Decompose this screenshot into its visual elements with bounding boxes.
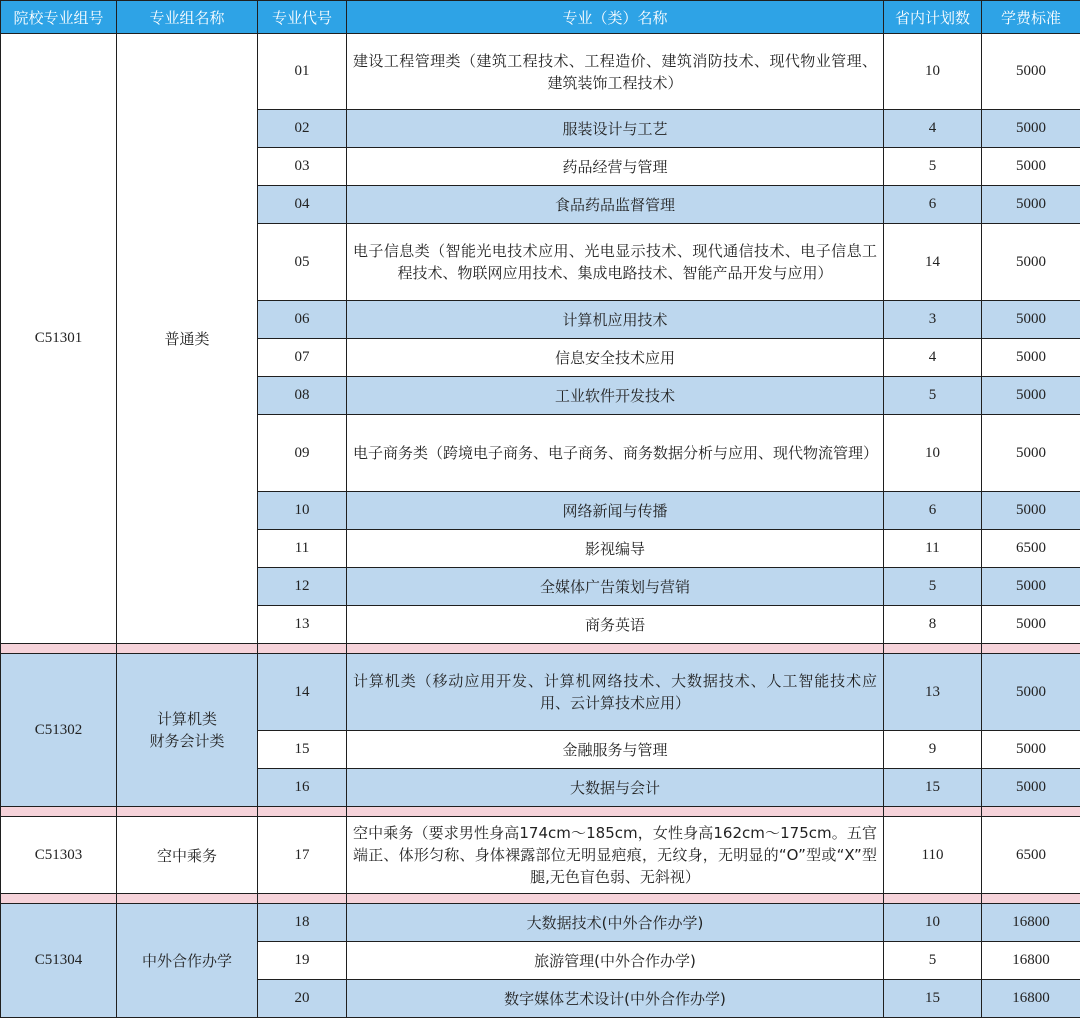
- major-code: 19: [258, 942, 347, 980]
- group-name: 中外合作办学: [117, 904, 258, 1018]
- tuition: 6500: [982, 530, 1080, 568]
- major-code: 15: [258, 731, 347, 769]
- major-code: 20: [258, 980, 347, 1018]
- group-code: C51304: [1, 904, 117, 1018]
- major-code: 05: [258, 224, 347, 301]
- major-code: 11: [258, 530, 347, 568]
- plan-count: 10: [884, 34, 982, 110]
- plan-count: 10: [884, 904, 982, 942]
- major-code: 09: [258, 415, 347, 492]
- major-code: 03: [258, 148, 347, 186]
- tuition: 5000: [982, 731, 1080, 769]
- major-code: 16: [258, 769, 347, 807]
- major-name: 电子信息类（智能光电技术应用、光电显示技术、现代通信技术、电子信息工程技术、物联网应用技术、集成电路技术、智能产品开发与应用）: [347, 224, 884, 301]
- tuition: 16800: [982, 942, 1080, 980]
- table-row: [1, 817, 1080, 894]
- plan-count: 10: [884, 415, 982, 492]
- major-code: 13: [258, 606, 347, 644]
- plan-count: 6: [884, 186, 982, 224]
- group-code: C51302: [1, 654, 117, 807]
- tuition: 16800: [982, 904, 1080, 942]
- major-name: 旅游管理(中外合作办学): [347, 942, 884, 980]
- tuition: 5000: [982, 339, 1080, 377]
- major-code: 07: [258, 339, 347, 377]
- tuition: 5000: [982, 606, 1080, 644]
- tuition: 5000: [982, 224, 1080, 301]
- plan-count: 5: [884, 148, 982, 186]
- major-code: 12: [258, 568, 347, 606]
- major-name: 大数据技术(中外合作办学): [347, 904, 884, 942]
- major-code: 10: [258, 492, 347, 530]
- tuition: 5000: [982, 110, 1080, 148]
- tuition: 5000: [982, 34, 1080, 110]
- tuition: 5000: [982, 377, 1080, 415]
- plan-count: 15: [884, 980, 982, 1018]
- major-code: 17: [258, 817, 347, 894]
- tuition: 5000: [982, 186, 1080, 224]
- major-code: 06: [258, 301, 347, 339]
- group-separator: [1, 644, 1080, 654]
- major-code: 04: [258, 186, 347, 224]
- major-name: 电子商务类（跨境电子商务、电子商务、商务数据分析与应用、现代物流管理）: [347, 415, 884, 492]
- major-code: 08: [258, 377, 347, 415]
- plan-count: 9: [884, 731, 982, 769]
- plan-count: 15: [884, 769, 982, 807]
- plan-count: 3: [884, 301, 982, 339]
- tuition: 5000: [982, 415, 1080, 492]
- tuition: 6500: [982, 817, 1080, 894]
- tuition: 5000: [982, 769, 1080, 807]
- major-code: 18: [258, 904, 347, 942]
- header-group-code: 院校专业组号: [1, 1, 117, 34]
- major-name: 商务英语: [347, 606, 884, 644]
- major-name: 食品药品监督管理: [347, 186, 884, 224]
- major-name: 全媒体广告策划与营销: [347, 568, 884, 606]
- tuition: 5000: [982, 654, 1080, 731]
- major-name: 空中乘务（要求男性身高174cm～185cm，女性身高162cm～175cm。五官端正、体形匀称、身体裸露部位无明显疤痕，无纹身，无明显的“O”型或“X”型腿,无色盲色弱、无斜视）: [347, 817, 884, 894]
- tuition: 5000: [982, 568, 1080, 606]
- plan-count: 4: [884, 339, 982, 377]
- header-major-code: 专业代号: [258, 1, 347, 34]
- plan-count: 14: [884, 224, 982, 301]
- plan-count: 4: [884, 110, 982, 148]
- header-group-name: 专业组名称: [117, 1, 258, 34]
- header-row: [1, 1, 1080, 34]
- header-plan-count: 省内计划数: [884, 1, 982, 34]
- plan-count: 5: [884, 942, 982, 980]
- major-name: 网络新闻与传播: [347, 492, 884, 530]
- plan-count: 5: [884, 377, 982, 415]
- major-name: 数字媒体艺术设计(中外合作办学): [347, 980, 884, 1018]
- major-name: 计算机类（移动应用开发、计算机网络技术、大数据技术、人工智能技术应用、云计算技术应用）: [347, 654, 884, 731]
- table-row: [1, 654, 1080, 731]
- group-name: [117, 654, 258, 807]
- plan-count: 110: [884, 817, 982, 894]
- group-code: C51301: [1, 34, 117, 644]
- major-name: 服装设计与工艺: [347, 110, 884, 148]
- plan-count: 13: [884, 654, 982, 731]
- major-code: 01: [258, 34, 347, 110]
- table-row: [1, 904, 1080, 942]
- plan-count: 11: [884, 530, 982, 568]
- major-code: 14: [258, 654, 347, 731]
- header-major-name: 专业（类）名称: [347, 1, 884, 34]
- plan-count: 5: [884, 568, 982, 606]
- tuition: 5000: [982, 492, 1080, 530]
- group-name: 普通类: [117, 34, 258, 644]
- group-name-line: 财务会计类: [149, 732, 225, 750]
- tuition: 16800: [982, 980, 1080, 1018]
- major-name: 计算机应用技术: [347, 301, 884, 339]
- major-code: 02: [258, 110, 347, 148]
- table-row: [1, 34, 1080, 110]
- tuition: 5000: [982, 148, 1080, 186]
- group-code: C51303: [1, 817, 117, 894]
- major-name: 药品经营与管理: [347, 148, 884, 186]
- major-name: 大数据与会计: [347, 769, 884, 807]
- major-name: 工业软件开发技术: [347, 377, 884, 415]
- major-name: 建设工程管理类（建筑工程技术、工程造价、建筑消防技术、现代物业管理、建筑装饰工程技术）: [347, 34, 884, 110]
- group-separator: [1, 807, 1080, 817]
- major-name: 影视编导: [347, 530, 884, 568]
- group-name-line: 计算机类: [156, 710, 217, 728]
- plan-count: 6: [884, 492, 982, 530]
- group-separator: [1, 894, 1080, 904]
- major-name: 信息安全技术应用: [347, 339, 884, 377]
- plan-count: 8: [884, 606, 982, 644]
- header-tuition: 学费标准: [982, 1, 1080, 34]
- group-name: 空中乘务: [117, 817, 258, 894]
- major-name: 金融服务与管理: [347, 731, 884, 769]
- tuition: 5000: [982, 301, 1080, 339]
